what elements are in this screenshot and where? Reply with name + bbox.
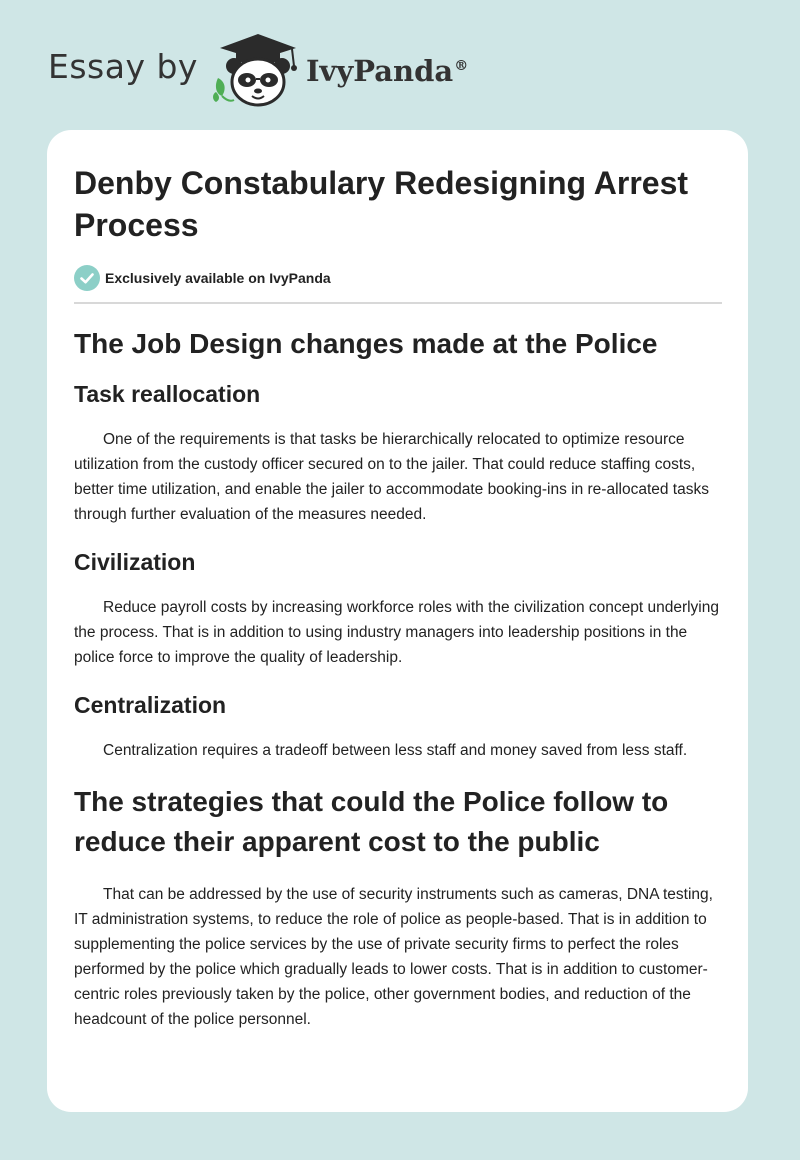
subsection-heading-civilization: Civilization <box>74 549 196 575</box>
essay-title: Denby Constabulary Redesigning Arrest Process <box>74 165 689 243</box>
section-heading-strategies: The strategies that could the Police follow to reduce their apparent cost to the public <box>74 786 669 857</box>
brand-name <box>306 54 468 88</box>
paragraph-task-reallocation: One of the requirements is that tasks be hierarchically relocated to optimize resource utilization from the custody officer secured on to the jailer. That could reduce staffing costs, better time utilization, and enable the jailer to accommodate booking-ins in re-allocated tasks through further evaluation of the measures needed. <box>74 431 709 523</box>
subsection-heading-task-reallocation: Task reallocation <box>74 381 261 407</box>
essay-card <box>47 130 748 1112</box>
panda-logo-icon[interactable] <box>212 30 304 110</box>
brand-name-text: IvyPanda <box>305 54 454 88</box>
section-heading-job-design: The Job Design changes made at the Police <box>74 328 658 359</box>
registered-mark: ® <box>454 58 469 75</box>
paragraph-strategies: That can be addressed by the use of security instruments such as cameras, DNA testing, IT administration systems, to reduce the role of police as people-based. That is in addition to supplementing the police services by the use of private security firms to perfect the roles performed by the police which gradually leads to lower costs. That is in addition to customer-centric roles previously taken by the police, other government bodies, and reduction of the headcount of the police personnel. <box>74 886 713 1028</box>
check-circle-icon <box>74 265 100 291</box>
title-divider <box>74 302 722 304</box>
badge-text: Exclusively available on IvyPanda <box>105 270 331 286</box>
paragraph-centralization: Centralization requires a tradeoff between less staff and money saved from less staff. <box>103 742 688 759</box>
exclusive-badge <box>74 264 722 292</box>
brand-header <box>48 30 468 110</box>
paragraph-civilization: Reduce payroll costs by increasing workforce roles with the civilization concept underlying the process. That is in addition to using industry managers into leadership positions in the police force to improve the quality of leadership. <box>74 599 719 666</box>
brand-prefix: Essay by <box>48 46 198 86</box>
subsection-heading-centralization: Centralization <box>74 692 227 718</box>
